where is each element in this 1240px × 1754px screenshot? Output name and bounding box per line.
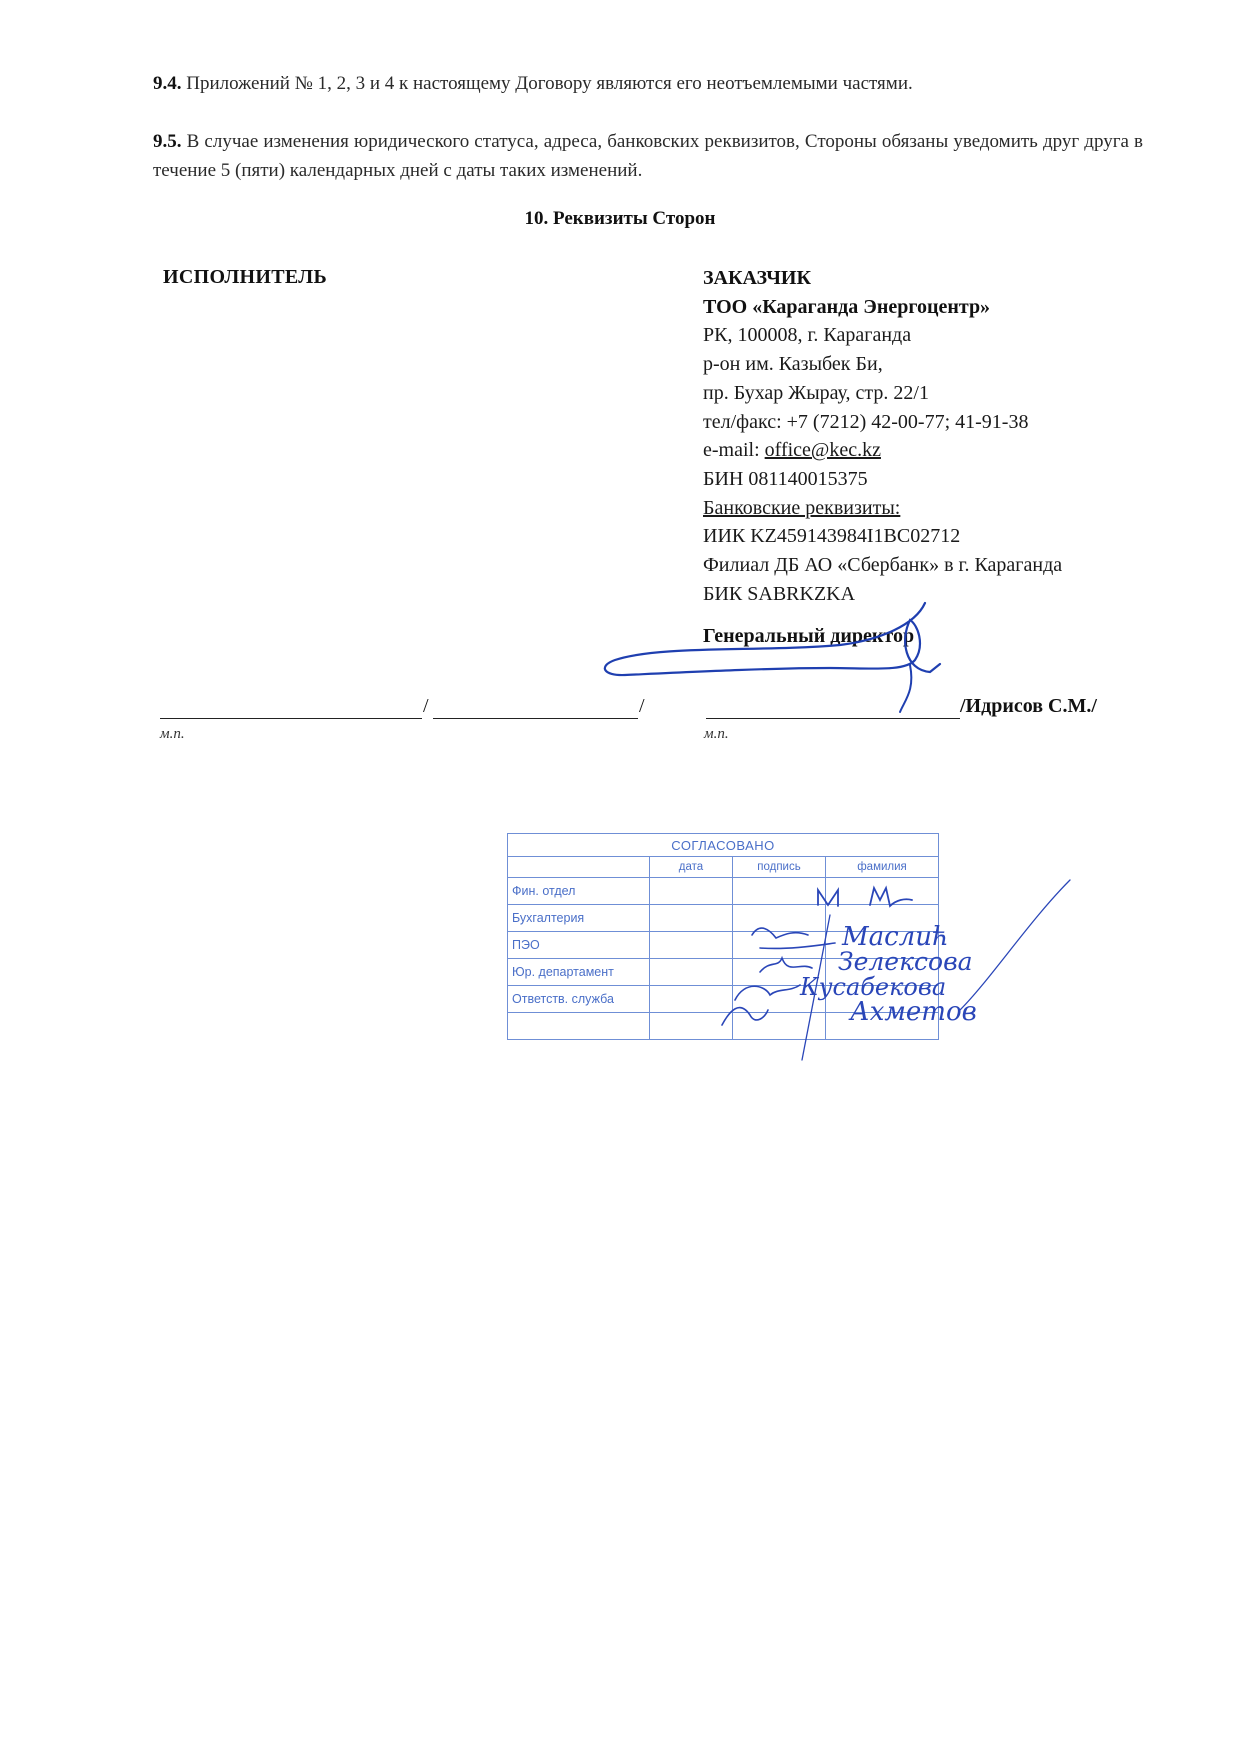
approval-cell	[650, 959, 733, 986]
section-title: 10. Реквизиты Сторон	[524, 208, 716, 229]
approval-header-signature: подпись	[733, 857, 826, 878]
customer-details	[703, 264, 1173, 651]
customer-email-row	[703, 436, 1173, 465]
handwritten-surname: Ахметов	[850, 997, 977, 1027]
customer-address-line: РК, 100008, г. Караганда	[703, 324, 912, 347]
approval-row-label: ПЭО	[508, 932, 650, 959]
approval-row	[508, 1013, 939, 1040]
approval-row-label: Юр. департамент	[508, 959, 650, 986]
approval-row-label: Ответств. служба	[508, 986, 650, 1013]
approval-cell	[826, 986, 939, 1013]
approval-table	[507, 833, 939, 1040]
approval-stamp	[507, 833, 938, 1053]
clause-text: В случае изменения юридического статуса, адреса, банковских реквизитов, Стороны обязаны уведомить друг друга в течение 5 (пяти) календарных дней с даты таких изменений.	[153, 131, 1144, 181]
customer-phone: тел/факс: +7 (7212) 42-00-77; 41-91-38	[703, 410, 1029, 433]
approval-cell	[733, 959, 826, 986]
approval-row	[508, 959, 939, 986]
signature-slash: /	[423, 695, 429, 717]
approval-cell	[508, 1013, 650, 1040]
approval-cell	[650, 905, 733, 932]
handwritten-surname: Зелексова	[838, 947, 973, 976]
approval-cell	[733, 986, 826, 1013]
customer-bik: БИК SABRKZKA	[703, 582, 856, 605]
executor-name-line	[433, 718, 638, 719]
bank-details-heading: Банковские реквизиты:	[703, 496, 901, 519]
clause-number: 9.4.	[153, 73, 182, 94]
clause-9-4	[153, 69, 1143, 98]
approval-row	[508, 986, 939, 1013]
customer-bank-name: Филиал ДБ АО «Сбербанк» в г. Караганда	[703, 554, 1063, 577]
approval-cell	[733, 878, 826, 905]
handwritten-surname: Маслић	[842, 922, 949, 952]
customer-bin: БИН 081140015375	[703, 467, 868, 490]
approval-header-blank	[508, 857, 650, 878]
approval-row	[508, 905, 939, 932]
clause-number: 9.5.	[153, 131, 182, 152]
spacer	[703, 608, 1173, 622]
clause-text: Приложений № 1, 2, 3 и 4 к настоящему Договору являются его неотъемлемыми частями.	[186, 73, 913, 94]
approval-cell	[826, 878, 939, 905]
approval-cell	[826, 905, 939, 932]
approval-row-label: Фин. отдел	[508, 878, 650, 905]
customer-signatory: /Идрисов С.М./	[960, 695, 1097, 717]
approval-cell	[650, 932, 733, 959]
approval-row-label: Бухгалтерия	[508, 905, 650, 932]
approval-cell	[650, 986, 733, 1013]
approval-row	[508, 932, 939, 959]
clause-9-5	[153, 127, 1143, 185]
executor-heading: ИСПОЛНИТЕЛЬ	[163, 266, 327, 288]
approval-cell	[650, 1013, 733, 1040]
customer-company: ТОО «Караганда Энергоцентр»	[703, 295, 991, 318]
signature-slash: /	[639, 695, 645, 717]
approval-cell	[733, 932, 826, 959]
email-label: e-mail:	[703, 439, 765, 462]
handwritten-surname: Кусабекова	[800, 973, 947, 1001]
approval-cell	[733, 1013, 826, 1040]
customer-address-line: р-он им. Казыбек Би,	[703, 353, 883, 376]
approval-cell	[826, 1013, 939, 1040]
customer-position: Генеральный директор	[703, 625, 915, 648]
director-signature-stroke	[900, 665, 911, 712]
approval-title: СОГЛАСОВАНО	[508, 834, 939, 857]
approval-cell	[826, 932, 939, 959]
customer-signature-line	[706, 718, 960, 719]
signature-sweep	[960, 880, 1070, 1010]
approval-cell	[733, 905, 826, 932]
approval-cell	[650, 878, 733, 905]
customer-iik: ИИК KZ459143984I1BC02712	[703, 525, 961, 548]
executor-stamp-label: м.п.	[160, 726, 185, 742]
approval-header-surname: фамилия	[826, 857, 939, 878]
approval-row	[508, 878, 939, 905]
approval-header-date: дата	[650, 857, 733, 878]
customer-heading: ЗАКАЗЧИК	[703, 267, 811, 289]
customer-stamp-label: м.п.	[704, 726, 729, 742]
email-link[interactable]: office@kec.kz	[764, 439, 881, 462]
executor-signature-line	[160, 718, 422, 719]
customer-address-line: пр. Бухар Жырау, стр. 22/1	[703, 381, 929, 404]
approval-cell	[826, 959, 939, 986]
